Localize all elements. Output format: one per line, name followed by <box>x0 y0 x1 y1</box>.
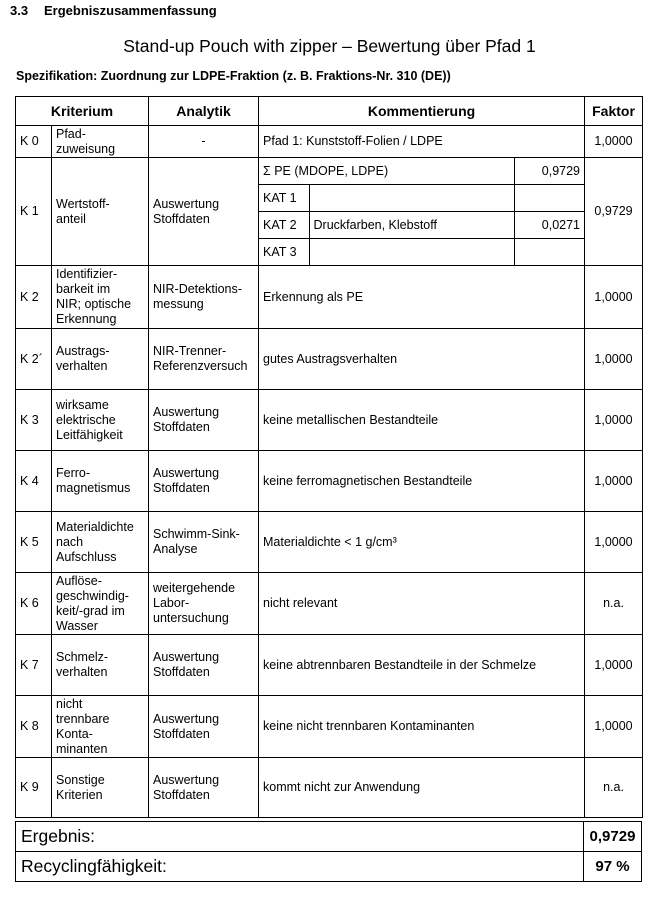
sub-label: KAT 1 <box>259 185 309 212</box>
comment: keine abtrennbaren Bestandteile in der Schmelze <box>259 635 585 696</box>
analytik-text: Auswertung Stoffdaten <box>153 772 220 802</box>
sub-value: 0,9729 <box>514 158 584 185</box>
comment: keine ferromagnetischen Bestandteile <box>259 451 585 512</box>
factor: 1,0000 <box>585 266 643 329</box>
table-header-row <box>16 97 643 126</box>
criterion-text: Materialdichte nach Aufschluss <box>56 519 134 564</box>
sub-label: KAT 3 <box>259 239 309 266</box>
specification-line: Spezifikation: Zuordnung zur LDPE-Fraktion (z. B. Fraktions-Nr. 310 (DE)) <box>16 69 451 83</box>
sub-desc <box>309 185 514 212</box>
result-label: Ergebnis: <box>16 822 584 852</box>
sub-row-kat3 <box>259 239 584 266</box>
factor: 1,0000 <box>585 390 643 451</box>
criterion-text: Wertstoff- anteil <box>56 196 110 226</box>
table-row-k0 <box>16 126 643 158</box>
table-row-k5 <box>16 512 643 573</box>
analytik <box>149 758 259 818</box>
criterion-id: K 3 <box>16 390 52 451</box>
criterion-id: K 9 <box>16 758 52 818</box>
result-table <box>15 821 642 882</box>
document-title: Stand-up Pouch with zipper – Bewertung über Pfad 1 <box>123 36 536 56</box>
comment: Pfad 1: Kunststoff-Folien / LDPE <box>259 126 585 158</box>
sub-value <box>514 185 584 212</box>
table-row-k8 <box>16 696 643 758</box>
sub-value: 0,0271 <box>514 212 584 239</box>
analytik-text: Auswertung Stoffdaten <box>153 466 220 495</box>
factor: 1,0000 <box>585 512 643 573</box>
sub-row-kat1 <box>259 185 584 212</box>
table-row-k7 <box>16 635 643 696</box>
analytik <box>149 158 259 266</box>
factor: 1,0000 <box>585 696 643 758</box>
sub-desc: Druckfarben, Klebstoff <box>309 212 514 239</box>
section-heading <box>10 3 217 18</box>
criterion-id: K 0 <box>16 126 52 158</box>
comment: Materialdichte < 1 g/cm³ <box>259 512 585 573</box>
result-value: 0,9729 <box>584 822 642 852</box>
analytik-text: Auswertung Stoffdaten <box>153 405 220 434</box>
comment: keine metallischen Bestandteile <box>259 390 585 451</box>
factor: 1,0000 <box>585 451 643 512</box>
comment-subtable-cell <box>259 158 585 266</box>
sub-label: KAT 2 <box>259 212 309 239</box>
header-kommentierung: Kommentierung <box>259 97 585 126</box>
sub-row-kat2 <box>259 212 584 239</box>
analytik <box>149 696 259 758</box>
sub-row-pe <box>259 158 584 185</box>
analytik-text: NIR-Detektions- messung <box>153 282 242 311</box>
criterion-text: Identifizier- barkeit im NIR; optische Erkennung <box>56 267 132 326</box>
header-analytik: Analytik <box>149 97 259 126</box>
criterion-id: K 2´ <box>16 329 52 390</box>
criterion-id: K 7 <box>16 635 52 696</box>
analytik-text: Auswertung Stoffdaten <box>153 711 220 741</box>
criterion-name <box>52 266 149 329</box>
analytik <box>149 512 259 573</box>
criterion-text: Austrags- verhalten <box>56 344 110 373</box>
table-row-k9 <box>16 758 643 818</box>
criterion-name <box>52 573 149 635</box>
table-row-k2-prime <box>16 329 643 390</box>
factor: 0,9729 <box>585 158 643 266</box>
analytik: - <box>149 126 259 158</box>
analytik <box>149 266 259 329</box>
criterion-name <box>52 635 149 696</box>
criterion-name <box>52 390 149 451</box>
criterion-name <box>52 126 149 158</box>
comment: keine nicht trennbaren Kontaminanten <box>259 696 585 758</box>
table-row-k2 <box>16 266 643 329</box>
kat-subtable <box>259 158 584 265</box>
section-number: 3.3 <box>10 3 29 18</box>
criterion-name <box>52 758 149 818</box>
criterion-name <box>52 451 149 512</box>
table-row-k3 <box>16 390 643 451</box>
table-row-k4 <box>16 451 643 512</box>
criterion-text: wirksame elektrische Leitfähigkeit <box>56 397 123 442</box>
criterion-id: K 2 <box>16 266 52 329</box>
criterion-text: Pfad- zuweisung <box>56 126 116 156</box>
criterion-text: Sonstige Kriterien <box>56 772 105 802</box>
criterion-id: K 5 <box>16 512 52 573</box>
comment: gutes Austragsverhalten <box>259 329 585 390</box>
analytik-text: weitergehende Labor- untersuchung <box>153 581 236 625</box>
recycling-row <box>16 852 642 882</box>
evaluation-table <box>15 96 643 818</box>
section-title: Ergebniszusammenfassung <box>44 3 217 18</box>
analytik <box>149 451 259 512</box>
table-row-k6 <box>16 573 643 635</box>
criterion-id: K 8 <box>16 696 52 758</box>
analytik <box>149 573 259 635</box>
factor: n.a. <box>585 758 643 818</box>
factor: 1,0000 <box>585 126 643 158</box>
analytik <box>149 390 259 451</box>
analytik-text: NIR-Trenner- Referenzversuch <box>153 344 248 373</box>
factor: n.a. <box>585 573 643 635</box>
analytik-text: Schwimm-Sink- Analyse <box>153 527 240 556</box>
sub-label: Σ PE (MDOPE, LDPE) <box>259 158 514 185</box>
criterion-text: Schmelz- verhalten <box>56 650 109 679</box>
recycling-value: 97 % <box>584 852 642 882</box>
criterion-name <box>52 696 149 758</box>
header-faktor: Faktor <box>585 97 643 126</box>
criterion-text: nicht trennbare Konta- minanten <box>56 696 110 756</box>
comment: Erkennung als PE <box>259 266 585 329</box>
table-row-k1 <box>16 158 643 266</box>
recycling-label: Recyclingfähigkeit: <box>16 852 584 882</box>
analytik-text: Auswertung Stoffdaten <box>153 650 220 679</box>
criterion-name <box>52 158 149 266</box>
comment: nicht relevant <box>259 573 585 635</box>
analytik <box>149 635 259 696</box>
criterion-id: K 1 <box>16 158 52 266</box>
criterion-text: Ferro- magnetismus <box>56 466 131 495</box>
header-kriterium: Kriterium <box>16 97 149 126</box>
criterion-id: K 4 <box>16 451 52 512</box>
sub-desc <box>309 239 514 266</box>
analytik-text: Auswertung Stoffdaten <box>153 196 220 226</box>
factor: 1,0000 <box>585 329 643 390</box>
analytik <box>149 329 259 390</box>
result-row <box>16 822 642 852</box>
criterion-name <box>52 512 149 573</box>
factor: 1,0000 <box>585 635 643 696</box>
sub-value <box>514 239 584 266</box>
criterion-text: Auflöse- geschwindig- keit/-grad im Wasser <box>56 573 129 633</box>
criterion-name <box>52 329 149 390</box>
comment: kommt nicht zur Anwendung <box>259 758 585 818</box>
criterion-id: K 6 <box>16 573 52 635</box>
